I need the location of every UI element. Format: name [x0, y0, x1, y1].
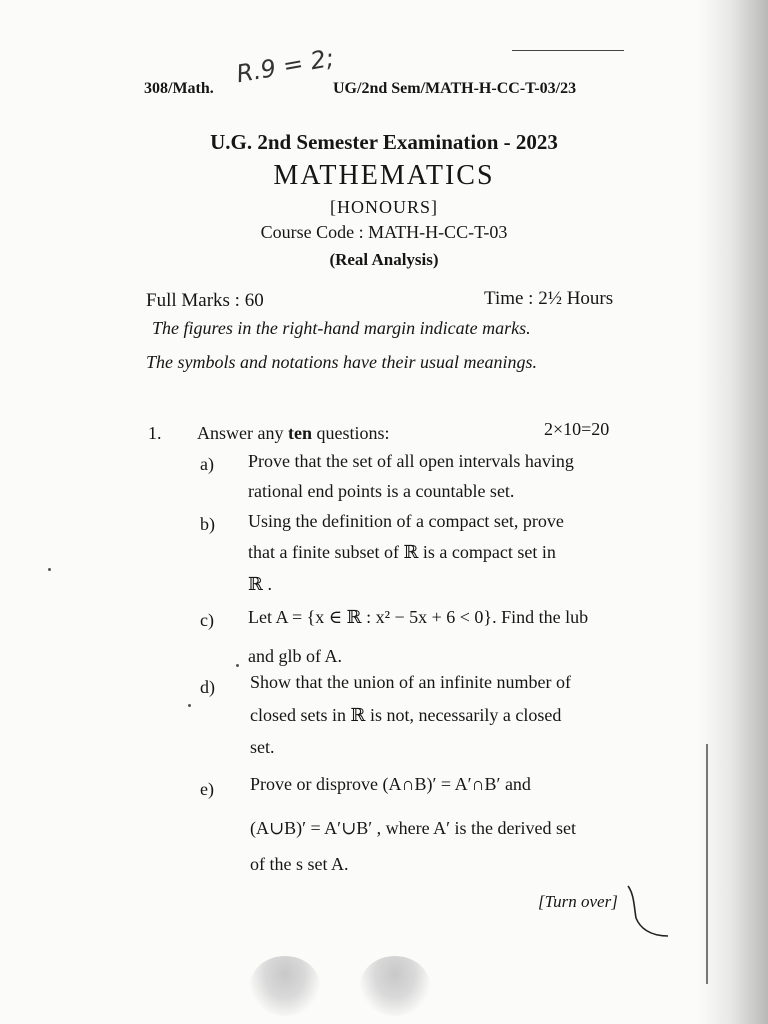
honours-label: [HONOURS] — [330, 197, 438, 217]
paper-code-left: 308/Math. — [144, 80, 214, 97]
paper-code-right: UG/2nd Sem/MATH-H-CC-T-03/23 — [333, 80, 577, 97]
scan-speck — [188, 704, 191, 707]
item-b-line-3: ℝ . — [248, 574, 272, 594]
item-label: b) — [200, 514, 215, 534]
item-c-line-2: and glb of A. — [248, 646, 342, 666]
paper-name: (Real Analysis) — [329, 250, 439, 269]
item-a-line-1: Prove that the set of all open intervals having — [248, 451, 574, 471]
subject-title: MATHEMATICS — [273, 160, 495, 191]
item-b-line-1: Using the definition of a compact set, prove — [248, 511, 564, 531]
turn-over-arrow-icon — [620, 880, 680, 950]
item-e-line-1: Prove or disprove (A∩B)′ = A′∩B′ and — [250, 774, 531, 794]
full-marks: Full Marks : 60 — [146, 290, 264, 311]
scan-speck — [48, 568, 51, 571]
item-e-line-2: (A∪B)′ = A′∪B′ , where A′ is the derived set — [250, 818, 577, 838]
item-c-line-1: Let A = {x ∈ ℝ : x² − 5x + 6 < 0}. Find the lub — [248, 607, 589, 627]
question-prompt: Answer any ten questions: — [197, 423, 390, 443]
handwritten-note: R.9 = 2; — [234, 43, 336, 89]
question-number: 1. — [148, 423, 162, 443]
item-label: c) — [200, 610, 214, 630]
item-d-line-3: set. — [250, 737, 275, 757]
scan-shadow-blob — [250, 956, 320, 1016]
scan-speck — [236, 664, 239, 667]
course-code: Course Code : MATH-H-CC-T-03 — [260, 222, 508, 242]
item-label: d) — [200, 677, 215, 697]
question-marks: 2×10=20 — [544, 419, 610, 439]
item-label: a) — [200, 454, 214, 474]
item-b-line-2: that a finite subset of ℝ is a compact set in — [248, 542, 556, 562]
item-d-line-2: closed sets in ℝ is not, necessarily a closed — [250, 705, 562, 725]
item-d-line-1: Show that the union of an infinite number of — [250, 672, 571, 692]
turn-over-note: [Turn over] — [538, 892, 618, 911]
item-label: e) — [200, 779, 214, 799]
time-allowed: Time : 2½ Hours — [484, 288, 614, 309]
instruction-marks: The figures in the right-hand margin indicate marks. — [152, 318, 531, 338]
page-edge — [706, 744, 708, 984]
item-a-line-2: rational end points is a countable set. — [248, 481, 515, 501]
top-rule — [512, 50, 624, 51]
scan-shadow-blob — [360, 956, 430, 1016]
exam-title: U.G. 2nd Semester Examination - 2023 — [210, 130, 558, 154]
instruction-symbols: The symbols and notations have their usual meanings. — [146, 352, 537, 372]
item-e-line-3: of the s set A. — [250, 854, 349, 874]
